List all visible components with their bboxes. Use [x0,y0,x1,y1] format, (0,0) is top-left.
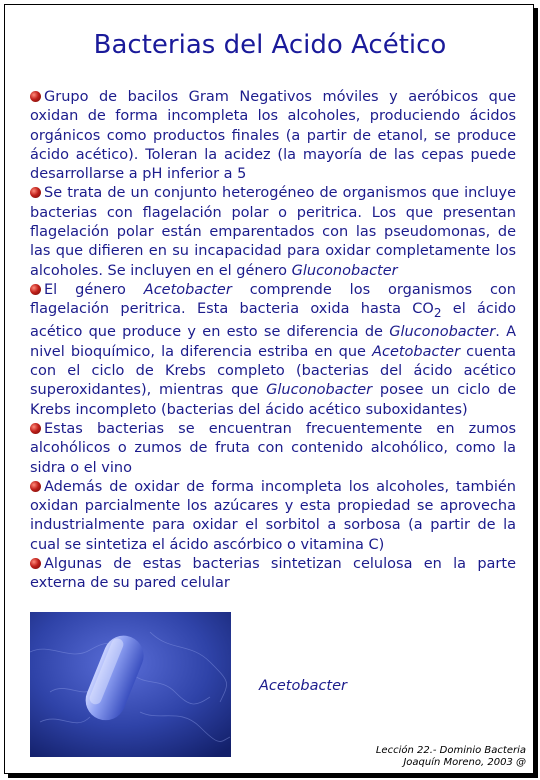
paragraph-1: Grupo de bacilos Gram Negativos móviles y aeróbicos que oxidan de forma incompleta los alcoholes, produciendo ácidos orgánicos como productos finales (a partir de etanol, se produce ácido acético). Toleran la acidez (la mayoría de las cepas puede desarrollarse a pH inferior a 5 [30,89,516,183]
paragraph-5: Además de oxidar de forma incompleta los alcoholes, también oxidan parcialmente los azúcares y esta propiedad se aprovecha industrialmente para oxidar el sorbitol a sorbosa (a partir de la cual se sintetiza el ácido ascórbico o vitamina C) [30,478,516,553]
paragraph-2: Se trata de un conjunto heterogéneo de organismos que incluye bacterias con flagelación polar o peritrica. Los que presentan flagelación polar están emparentados con las pseudomonas, de las que difieren en su incapacidad para oxidar completamente los alcoholes. Se incluyen en el género Gluconobacter [30,185,516,279]
frame-shadow-right [534,8,538,778]
footer-credits [376,745,526,769]
paragraph-6: Algunas de estas bacterias sintetizan celulosa en la parte externa de su pared celular [30,556,516,592]
red-bullet-icon [30,423,41,434]
paragraph-3: El género Acetobacter comprende los organismos con flagelación peritrica. Esta bacteria oxida hasta $CO_2$ el ácido acético que produce y en esto se diferencia de Gluconobacter. A nivel bioquímico, la diferencia estriba en que Acetobacter cuenta con el ciclo de Krebs completo (bacterias del ácido acético superoxidantes), mientras que Gluconobacter posee un ciclo de Krebs incompleto (bacterias del ácido acético suboxidantes) [30,281,517,418]
image-caption: Acetobacter [259,678,347,694]
red-bullet-icon [30,558,41,569]
body-text [30,88,516,594]
paragraph-4: Estas bacterias se encuentran frecuentemente en zumos alcohólicos o zumos de fruta con contenido alcohólico, como la sidra o el vino [30,420,516,476]
acetobacter-micrograph [30,612,231,757]
footer-author: Joaquín Moreno, 2003 @ [403,757,526,768]
red-bullet-icon [30,91,41,102]
red-bullet-icon [30,284,41,295]
frame-shadow-bottom [8,774,538,778]
page-title: Bacterias del Acido Acético [93,30,447,60]
footer-lesson: Lección 22.- Dominio Bacteria [375,745,526,756]
red-bullet-icon [30,187,41,198]
red-bullet-icon [30,481,41,492]
